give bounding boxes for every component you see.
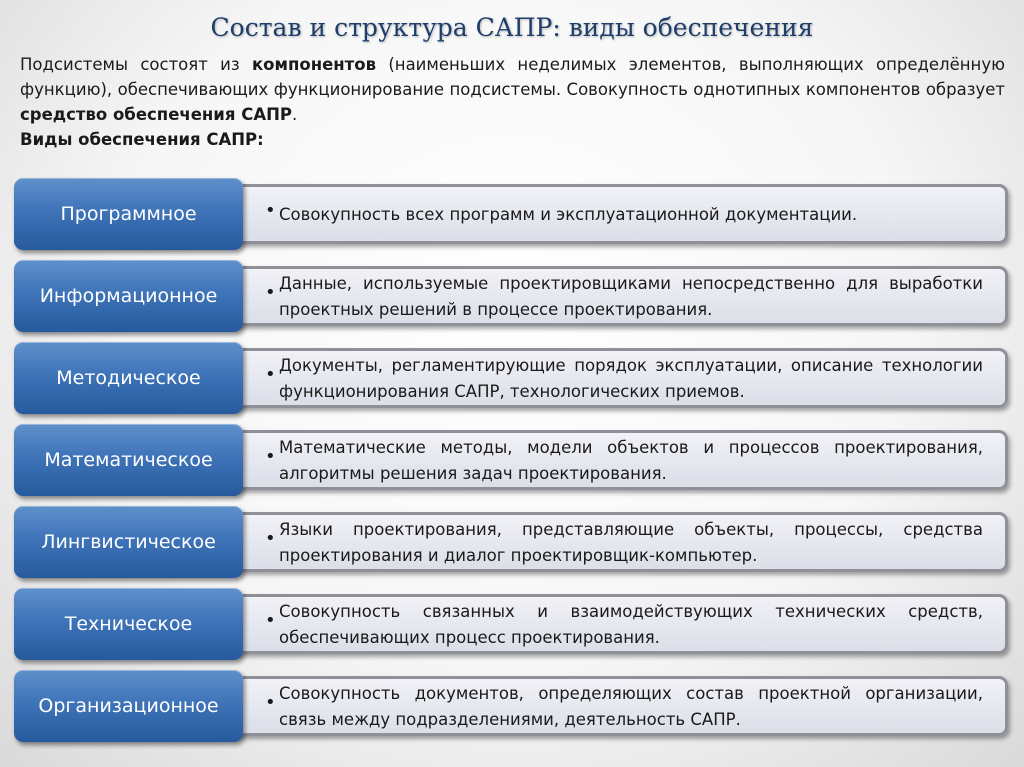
category-label: Программное — [14, 178, 243, 250]
intro-text — [20, 52, 1005, 152]
support-type-row — [14, 260, 1009, 332]
bullet-icon: • — [265, 692, 276, 713]
description-box — [226, 184, 1008, 244]
bullet-icon: • — [265, 528, 276, 549]
intro-text-part: Подсистемы состоят из — [20, 55, 252, 74]
description-text: Документы, регламентирующие порядок эксплуатации, описание технологии функционирования САПР, технологических приемов. — [279, 356, 983, 401]
intro-text-part: . — [292, 105, 298, 124]
description-text: Языки проектирования, представляющие объекты, процессы, средства проектирования и диалог проектировщик-компьютер. — [279, 520, 983, 565]
category-label: Методическое — [14, 342, 243, 414]
bullet-icon: • — [265, 610, 276, 631]
description-box — [226, 512, 1008, 572]
description-text: Совокупность связанных и взаимодействующих технических средств, обеспечивающих процесс проектирования. — [279, 602, 983, 647]
intro-bold-term: компонентов — [251, 55, 377, 74]
slide-title: Состав и структура САПР: виды обеспечения — [210, 13, 814, 42]
intro-bold-term: средство обеспечения САПР — [20, 105, 292, 124]
category-label: Математическое — [14, 424, 243, 496]
intro-text-part: (наименьших неделимых элементов, выполняющих определённую функцию), обеспечивающих функционирование подсистемы. Совокупность однотипных компонентов образует — [20, 55, 1005, 99]
bullet-icon: • — [265, 282, 276, 303]
description-box — [226, 430, 1008, 490]
description-box — [226, 676, 1008, 736]
description-box — [226, 266, 1008, 326]
support-type-row — [14, 424, 1009, 496]
description-text: Совокупность документов, определяющих состав проектной организации, связь между подразделениями, деятельность САПР. — [279, 684, 983, 729]
category-label: Организационное — [14, 670, 243, 742]
section-heading: Виды обеспечения САПР: — [20, 130, 264, 149]
bullet-icon: • — [265, 446, 276, 467]
category-label: Техническое — [14, 588, 243, 660]
category-label: Информационное — [14, 260, 243, 332]
bullet-icon: • — [265, 200, 276, 221]
description-text: Совокупность всех программ и эксплуатационной документации. — [279, 205, 858, 224]
intro-paragraph — [20, 52, 1005, 127]
category-label: Лингвистическое — [14, 506, 243, 578]
bullet-icon: • — [265, 364, 276, 385]
support-type-row — [14, 588, 1009, 660]
support-type-row — [14, 506, 1009, 578]
description-text: Математические методы, модели объектов и процессов проектирования, алгоритмы решения задач проектирования. — [279, 438, 983, 483]
description-box — [226, 348, 1008, 408]
support-type-row — [14, 670, 1009, 742]
description-text: Данные, используемые проектировщиками непосредственно для выработки проектных решений в процессе проектирования. — [279, 274, 983, 319]
support-type-row — [14, 178, 1009, 250]
support-type-row — [14, 342, 1009, 414]
description-box — [226, 594, 1008, 654]
